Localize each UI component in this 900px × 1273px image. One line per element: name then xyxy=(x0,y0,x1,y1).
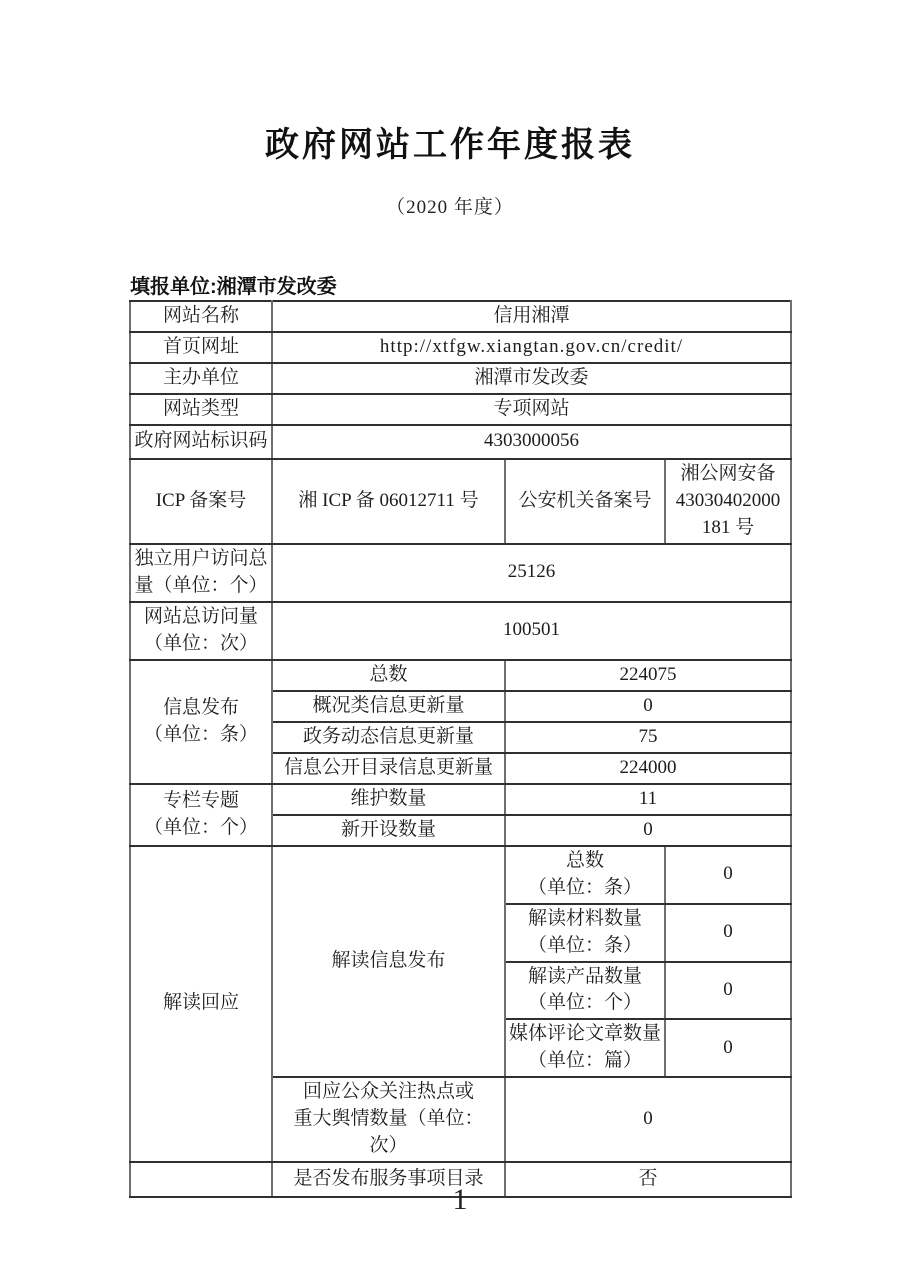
total-visits-value: 100501 xyxy=(272,602,791,660)
home-url-value: http://xtfgw.xiangtan.gov.cn/credit/ xyxy=(272,332,791,363)
new-count-value: 0 xyxy=(505,815,791,846)
filing-unit-label: 填报单位:湘潭市发改委 xyxy=(130,276,337,298)
site-name-label: 网站名称 xyxy=(130,301,272,332)
overview-update-value: 0 xyxy=(505,691,791,722)
table-row xyxy=(130,544,791,602)
interpretation-label: 解读回应 xyxy=(130,846,272,1163)
media-comment-label: 媒体评论文章数量 （单位：篇） xyxy=(505,1019,665,1077)
interp-product-value: 0 xyxy=(665,962,791,1020)
gov-news-update-value: 75 xyxy=(505,722,791,753)
table-row xyxy=(130,602,791,660)
unique-visitors-value: 25126 xyxy=(272,544,791,602)
table-row xyxy=(130,425,791,459)
site-type-label: 网站类型 xyxy=(130,394,272,425)
site-name-value: 信用湘潭 xyxy=(272,301,791,332)
hotspot-response-value: 0 xyxy=(505,1077,791,1162)
interpretation-publish-label: 解读信息发布 xyxy=(272,846,505,1078)
info-publish-label: 信息发布 （单位：条） xyxy=(130,660,272,784)
organizer-label: 主办单位 xyxy=(130,363,272,394)
total-visits-label: 网站总访问量 （单位：次） xyxy=(130,602,272,660)
new-count-label: 新开设数量 xyxy=(272,815,505,846)
gov-news-update-label: 政务动态信息更新量 xyxy=(272,722,505,753)
table-row xyxy=(130,660,791,691)
table-row xyxy=(130,459,791,544)
maintained-count-value: 11 xyxy=(505,784,791,815)
table-row xyxy=(130,332,791,363)
media-comment-value: 0 xyxy=(665,1019,791,1077)
interp-material-label: 解读材料数量 （单位：条） xyxy=(505,904,665,962)
site-code-value: 4303000056 xyxy=(272,425,791,459)
maintained-count-label: 维护数量 xyxy=(272,784,505,815)
interp-total-label: 总数 （单位：条） xyxy=(505,846,665,904)
police-record-label: 公安机关备案号 xyxy=(505,459,665,544)
site-code-label: 政府网站标识码 xyxy=(130,425,272,459)
interp-material-value: 0 xyxy=(665,904,791,962)
table-row xyxy=(130,784,791,815)
site-type-value: 专项网站 xyxy=(272,394,791,425)
icp-label: ICP 备案号 xyxy=(130,459,272,544)
table-row xyxy=(130,301,791,332)
home-url-label: 首页网址 xyxy=(130,332,272,363)
police-record-value: 湘公网安备 43030402000 181 号 xyxy=(665,459,791,544)
info-publish-total-label: 总数 xyxy=(272,660,505,691)
organizer-value: 湘潭市发改委 xyxy=(272,363,791,394)
page-title: 政府网站工作年度报表 xyxy=(265,126,635,164)
hotspot-response-label: 回应公众关注热点或 重大舆情数量（单位： 次） xyxy=(272,1077,505,1162)
open-catalog-update-label: 信息公开目录信息更新量 xyxy=(272,753,505,784)
icp-value: 湘 ICP 备 06012711 号 xyxy=(272,459,505,544)
page-number: 1 xyxy=(452,1183,468,1216)
service-catalog-value: 否 xyxy=(505,1162,791,1197)
annual-report-table xyxy=(129,300,792,1198)
open-catalog-update-value: 224000 xyxy=(505,753,791,784)
page-subtitle: （2020 年度） xyxy=(386,197,514,218)
unique-visitors-label: 独立用户访问总量（单位：个） xyxy=(130,544,272,602)
service-catalog-label: 是否发布服务事项目录 xyxy=(272,1162,505,1197)
interp-product-label: 解读产品数量 （单位：个） xyxy=(505,962,665,1020)
overview-update-label: 概况类信息更新量 xyxy=(272,691,505,722)
columns-topics-label: 专栏专题 （单位：个） xyxy=(130,784,272,846)
info-publish-total-value: 224075 xyxy=(505,660,791,691)
table-row xyxy=(130,394,791,425)
interp-total-value: 0 xyxy=(665,846,791,904)
table-row xyxy=(130,363,791,394)
table-row xyxy=(130,846,791,904)
